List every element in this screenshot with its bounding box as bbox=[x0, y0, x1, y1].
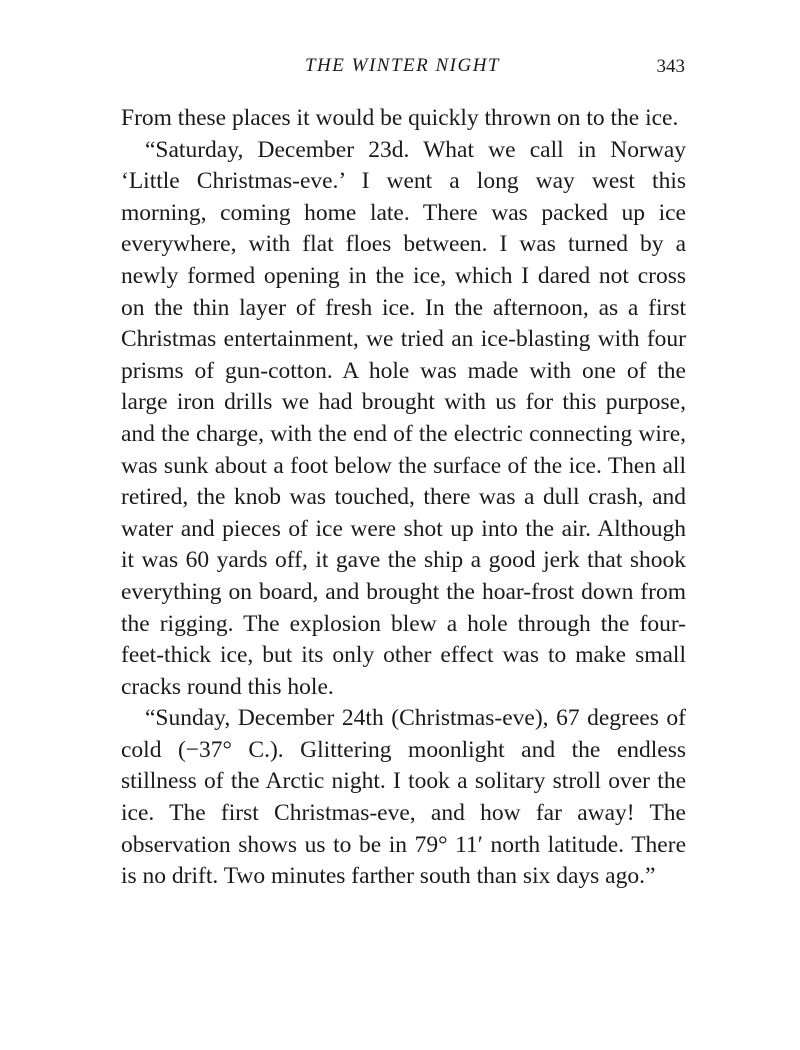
paragraph-continuation: From these places it would be quickly thrown on to the ice. bbox=[121, 105, 679, 131]
body-text bbox=[121, 103, 686, 893]
running-title: THE WINTER NIGHT bbox=[304, 55, 500, 76]
page-number: 343 bbox=[656, 56, 685, 77]
paragraph-saturday-entry: “Saturday, December 23d. What we call in Norway ‘Little Christmas-eve.’ I went a long way west this morning, coming home late. There was packed up ice everywhere, with flat floes between. I was turned by a newly formed opening in the ice, which I dared not cross on the thin layer of fresh ice. In the afternoon, as a first Christmas entertainment, we tried an ice-blasting with four prisms of gun-cotton. A hole was made with one of the large iron drills we had brought with us for this purpose, and the charge, with the end of the electric connecting wire, was sunk about a foot below the surface of the ice. Then all retired, the knob was touched, there was a dull crash, and water and pieces of ice were shot up into the air. Although it was 60 yards off, it gave the ship a good jerk that shook everything on board, and brought the hoar-frost down from the rigging. The explosion blew a hole through the four-feet-thick ice, but its only other effect was to make small cracks round this hole. bbox=[121, 136, 686, 700]
paragraph-sunday-entry: “Sunday, December 24th (Christmas-eve), 67 degrees of cold (−37° C.). Glittering moonlight and the endless stillness of the Arctic night. I took a solitary stroll over the ice. The first Christmas-eve, and how far away! The observation shows us to be in 79° 11′ north latitude. There is no drift. Two minutes farther south than six days ago.” bbox=[121, 705, 686, 890]
running-head bbox=[120, 55, 685, 85]
